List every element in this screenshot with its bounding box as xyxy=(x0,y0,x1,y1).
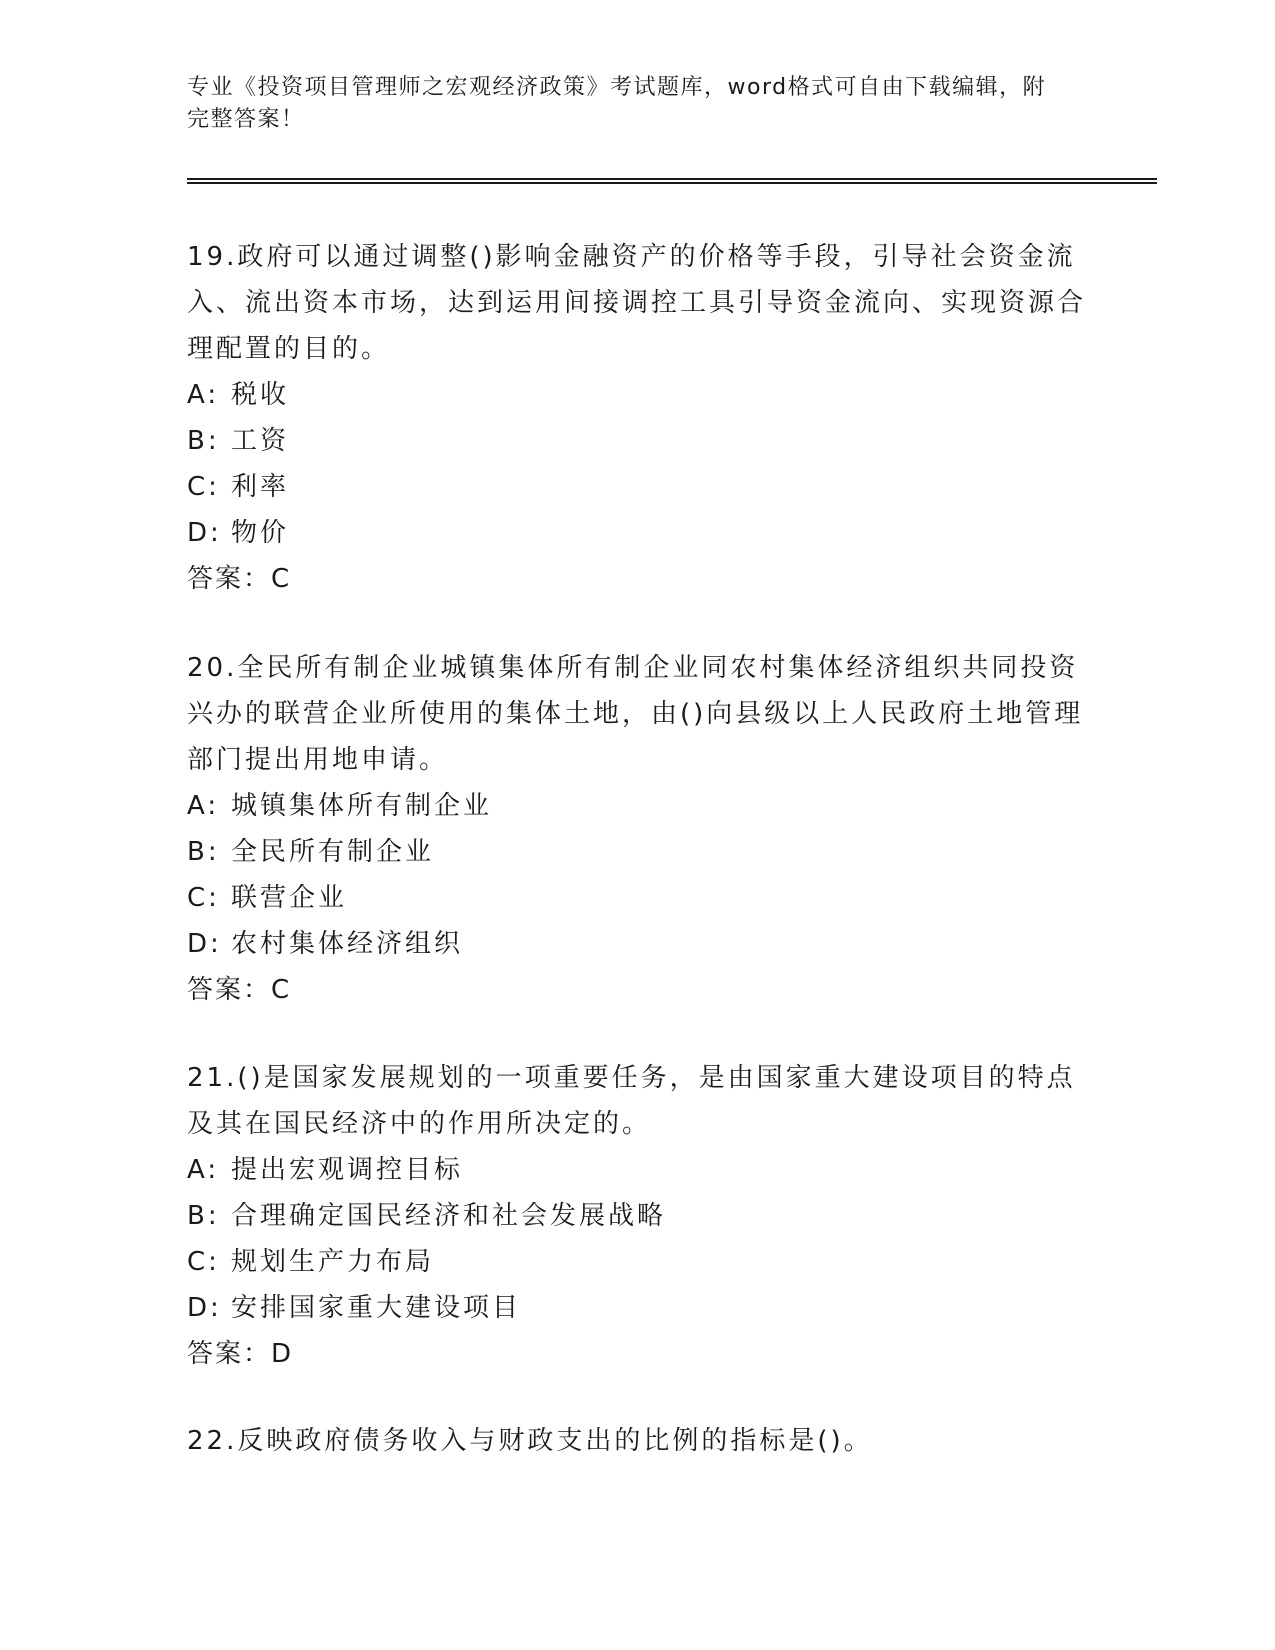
option-text: 规划生产力布局 xyxy=(231,1247,435,1277)
question-19 xyxy=(187,234,1087,602)
option-b xyxy=(187,829,1087,875)
question-stem: 21.()是国家发展规划的一项重要任务，是由国家重大建设项目的特点及其在国民经济中的作用所决定的。 xyxy=(187,1063,1076,1139)
option-d xyxy=(187,1285,1087,1331)
option-key: A: xyxy=(187,380,220,410)
answer: 答案：C xyxy=(187,975,292,1005)
option-key: C: xyxy=(187,883,220,913)
option-d xyxy=(187,510,1087,556)
option-text: 提出宏观调控目标 xyxy=(231,1155,464,1185)
option-a xyxy=(187,783,1087,829)
question-stem: 22.反映政府债务收入与财政支出的比例的指标是()。 xyxy=(187,1426,873,1456)
option-text: 工资 xyxy=(231,426,290,456)
question-stem: 19.政府可以通过调整()影响金融资产的价格等手段，引导社会资金流入、流出资本市场，达到运用间接调控工具引导资金流向、实现资源合理配置的目的。 xyxy=(187,242,1087,364)
answer: 答案：D xyxy=(187,1339,294,1369)
option-a xyxy=(187,1147,1087,1193)
option-d xyxy=(187,921,1087,967)
option-text: 全民所有制企业 xyxy=(231,837,435,867)
option-b xyxy=(187,418,1087,464)
option-text: 农村集体经济组织 xyxy=(231,929,464,959)
option-text: 合理确定国民经济和社会发展战略 xyxy=(231,1201,667,1231)
option-text: 物价 xyxy=(231,518,290,548)
option-key: C: xyxy=(187,472,220,502)
option-a xyxy=(187,372,1087,418)
option-text: 税收 xyxy=(231,380,290,410)
option-c xyxy=(187,875,1087,921)
option-key: D: xyxy=(187,929,222,959)
option-text: 利率 xyxy=(231,472,290,502)
option-key: D: xyxy=(187,518,222,548)
option-c xyxy=(187,1239,1087,1285)
question-stem: 20.全民所有制企业城镇集体所有制企业同农村集体经济组织共同投资兴办的联营企业所使用的集体土地，由()向县级以上人民政府土地管理部门提出用地申请。 xyxy=(187,653,1084,775)
option-text: 联营企业 xyxy=(231,883,348,913)
question-22 xyxy=(187,1418,1087,1464)
option-key: A: xyxy=(187,1155,220,1185)
header-double-rule xyxy=(187,178,1157,184)
option-b xyxy=(187,1193,1087,1239)
option-key: D: xyxy=(187,1293,222,1323)
answer: 答案：C xyxy=(187,564,292,594)
option-text: 城镇集体所有制企业 xyxy=(231,791,493,821)
option-key: B: xyxy=(187,426,220,456)
question-21 xyxy=(187,1055,1087,1377)
option-text: 安排国家重大建设项目 xyxy=(231,1293,522,1323)
option-key: B: xyxy=(187,837,220,867)
option-key: C: xyxy=(187,1247,220,1277)
option-key: B: xyxy=(187,1201,220,1231)
option-key: A: xyxy=(187,791,220,821)
document-header: 专业《投资项目管理师之宏观经济政策》考试题库，word格式可自由下载编辑，附完整答案！ xyxy=(187,75,1047,132)
option-c xyxy=(187,464,1087,510)
question-20 xyxy=(187,645,1087,1013)
